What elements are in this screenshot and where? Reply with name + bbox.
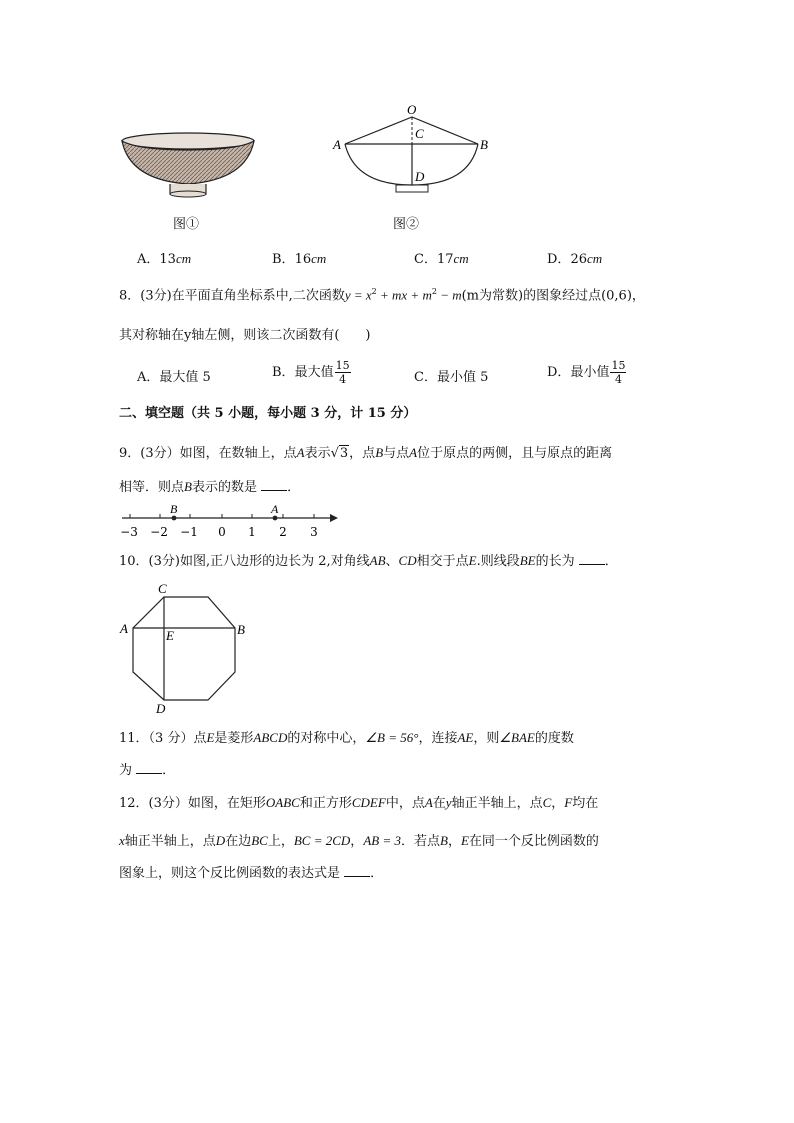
option-value: 26 — [570, 252, 587, 267]
q11-angle: ∠BAE — [499, 730, 535, 745]
q12-text: ， — [350, 834, 364, 849]
q10-text: 相交于点 — [416, 554, 469, 569]
q8-line2: 其对称轴在y轴左侧，则该二次函数有( ) — [119, 328, 371, 343]
option-unit: cm — [175, 251, 192, 266]
q12-text: 在 — [432, 796, 446, 811]
q12-text: 上， — [267, 834, 294, 849]
bowl-figure — [118, 128, 258, 204]
q10-text: ． — [604, 554, 618, 569]
q11-text: 为 — [119, 763, 133, 778]
q12-var: E — [460, 833, 469, 848]
point-a-marker — [273, 516, 278, 521]
q12-eq: AB = 3 — [363, 833, 401, 848]
q12-var: B — [439, 833, 448, 848]
q12-var: y — [445, 795, 452, 810]
q12-text: ， — [551, 796, 565, 811]
q9-text: 9．(3分）如图，在数轴上，点 — [119, 446, 297, 461]
q10-text: 10．(3分)如图,正八边形的边长为 2,对角线 — [119, 554, 370, 569]
option-value: 13 — [159, 252, 176, 267]
q9-var-b: B — [184, 479, 192, 494]
q12-eq: BC = 2CD — [293, 833, 351, 848]
option-letter: C． — [414, 370, 437, 385]
q11-line1 — [119, 731, 574, 745]
q12-var: BC — [251, 833, 268, 848]
octagon-label-b: B — [237, 622, 245, 637]
q9-line2 — [119, 480, 300, 494]
option-letter: D． — [547, 365, 571, 380]
option-text: 最大值 5 — [159, 370, 211, 385]
q8-sup-2: 2 — [431, 287, 437, 296]
q10-var: BE — [519, 553, 536, 568]
q9-var-a: A — [409, 445, 418, 460]
answer-blank[interactable] — [136, 763, 162, 774]
q12-var: A — [424, 795, 433, 810]
q10-var: CD — [398, 553, 417, 568]
q12-text: 轴正半轴上，点 — [124, 834, 216, 849]
q12-text: 图象上，则这个反比例函数的表达式是 — [119, 866, 341, 881]
q11-text: ． — [162, 763, 176, 778]
q11-line2 — [119, 763, 175, 777]
option-text: 最小值 5 — [436, 370, 489, 385]
q8-formula-a: = x — [350, 287, 372, 303]
answer-blank[interactable] — [579, 554, 605, 565]
q10-line1 — [119, 554, 618, 568]
fig2-caption: 图② — [393, 217, 420, 232]
q12-text: 在同一个反比例函数的 — [468, 834, 599, 849]
q8-formula-b: + mx + m — [376, 287, 432, 303]
tick-label: 2 — [279, 525, 287, 539]
sqrt-value: 3 — [339, 446, 349, 461]
q12-text: 轴正半轴上，点 — [451, 796, 543, 811]
point-a-label: A — [271, 502, 279, 516]
q11-text: 的度数 — [534, 731, 574, 746]
q12-var: OABC — [265, 795, 300, 810]
q12-text: 均在 — [572, 796, 599, 811]
q11-angle: ∠B = 56° — [365, 730, 419, 745]
q8-sup-1: 2 — [371, 287, 377, 296]
answer-blank[interactable] — [261, 480, 287, 491]
q7-option-d[interactable] — [547, 252, 602, 266]
point-b-marker — [172, 516, 177, 521]
option-letter: A． — [137, 370, 160, 385]
tick-label: 3 — [310, 525, 318, 539]
q8-prefix: 8．(3分)在平面直角坐标系中,二次函数 — [119, 288, 345, 304]
fig2-label-O: O — [407, 102, 417, 117]
fig2-label-C: C — [415, 126, 424, 141]
octagon-label-e: E — [166, 628, 174, 643]
number-line — [118, 498, 340, 544]
q11-var: ABCD — [253, 730, 288, 745]
fig2-label-B: B — [480, 137, 488, 152]
tick-label: 0 — [218, 525, 226, 539]
fraction-numerator: 15 — [611, 359, 626, 372]
bowl-section-figure — [330, 100, 495, 195]
q8-line1 — [119, 288, 645, 302]
q8-option-d[interactable] — [547, 360, 627, 385]
octagon-label-d: D — [156, 701, 166, 716]
q9-text: ，点 — [349, 446, 376, 461]
tick-label: −2 — [150, 525, 168, 539]
answer-blank[interactable] — [344, 866, 370, 877]
fig1-caption: 图① — [173, 217, 200, 232]
q9-var-b: B — [375, 445, 384, 460]
fraction — [335, 360, 351, 385]
option-value: 16 — [294, 252, 312, 267]
q12-line2 — [119, 834, 599, 848]
q9-var-a: A — [296, 445, 305, 460]
q9-text: 位于原点的两侧，且与原点的距离 — [417, 446, 613, 461]
q8-formula-y: y — [344, 287, 351, 303]
fraction-numerator: 15 — [335, 359, 350, 372]
q9-text: ． — [287, 480, 301, 495]
q10-text: 、 — [385, 554, 399, 569]
q12-text: 中，点 — [385, 796, 425, 811]
option-value: 17 — [436, 252, 454, 267]
q12-text: 12．(3分）如图，在矩形 — [119, 796, 266, 811]
q12-text: 和正方形 — [299, 796, 352, 811]
option-unit: cm — [586, 251, 603, 266]
q9-text: 相等．则点 — [119, 480, 185, 495]
octagon-figure — [116, 578, 256, 718]
q9-text: 与点 — [383, 446, 410, 461]
tick-label: −3 — [120, 525, 138, 539]
option-unit: cm — [311, 251, 327, 266]
q11-text: 的对称中心， — [287, 731, 366, 746]
q7-option-a[interactable] — [137, 252, 191, 266]
q12-line1 — [119, 796, 598, 810]
point-b-label: B — [170, 502, 178, 516]
fraction-denominator: 4 — [614, 373, 622, 386]
q12-text: ， — [447, 834, 461, 849]
option-letter: A． — [137, 252, 160, 267]
octagon-label-a: A — [120, 621, 128, 636]
sqrt-symbol: √ — [330, 446, 339, 461]
q7-option-c[interactable] — [414, 252, 469, 266]
q12-var: F — [564, 795, 573, 810]
q11-var: AE — [457, 730, 474, 745]
q11-text: ，则 — [473, 731, 500, 746]
q10-var: AB — [369, 553, 386, 568]
q12-var: CDEF — [351, 795, 386, 810]
section-heading: 二、填空题（共 5 小题，每小题 3 分，计 15 分） — [119, 406, 417, 421]
option-letter: B． — [272, 252, 295, 267]
q12-text: ． — [370, 866, 384, 881]
fraction — [610, 360, 626, 385]
q12-var: C — [542, 795, 552, 810]
option-text: 最小值 — [570, 365, 610, 380]
option-text: 最大值 — [294, 365, 334, 380]
q10-text: .则线段 — [476, 554, 520, 569]
q8-option-b[interactable] — [272, 360, 352, 385]
q11-var: E — [206, 730, 215, 745]
q8-option-c[interactable] — [414, 371, 488, 384]
tick-label: 1 — [248, 525, 256, 539]
q10-var: E — [468, 553, 477, 568]
tick-label: −1 — [180, 525, 198, 539]
q11-text: 11．（3 分）点 — [119, 731, 207, 746]
q12-text: ．若点 — [400, 834, 440, 849]
option-letter: D． — [547, 252, 571, 267]
q8-option-a[interactable] — [137, 371, 211, 384]
q9-line1 — [119, 446, 612, 460]
q11-text: ，连接 — [418, 731, 458, 746]
q8-formula-c: − m — [436, 287, 462, 303]
q11-text: 是菱形 — [214, 731, 254, 746]
octagon-label-c: C — [158, 581, 167, 596]
fig2-label-D: D — [415, 169, 425, 184]
q12-var: x — [119, 833, 125, 848]
fraction-denominator: 4 — [339, 373, 347, 386]
option-unit: cm — [453, 251, 469, 266]
option-letter: C． — [414, 252, 437, 267]
q7-option-b[interactable] — [272, 252, 326, 266]
fig2-label-A: A — [333, 137, 341, 152]
q12-line3 — [119, 866, 383, 880]
q9-text: 表示的数是 — [191, 480, 257, 495]
option-letter: B． — [272, 365, 295, 380]
q10-text: 的长为 — [535, 554, 575, 569]
q12-var: D — [215, 833, 226, 848]
q8-paren: (m为常数)的图象经过点(0,6)， — [461, 288, 645, 304]
q12-text: 在边 — [225, 834, 252, 849]
q9-text: 表示 — [304, 446, 331, 461]
